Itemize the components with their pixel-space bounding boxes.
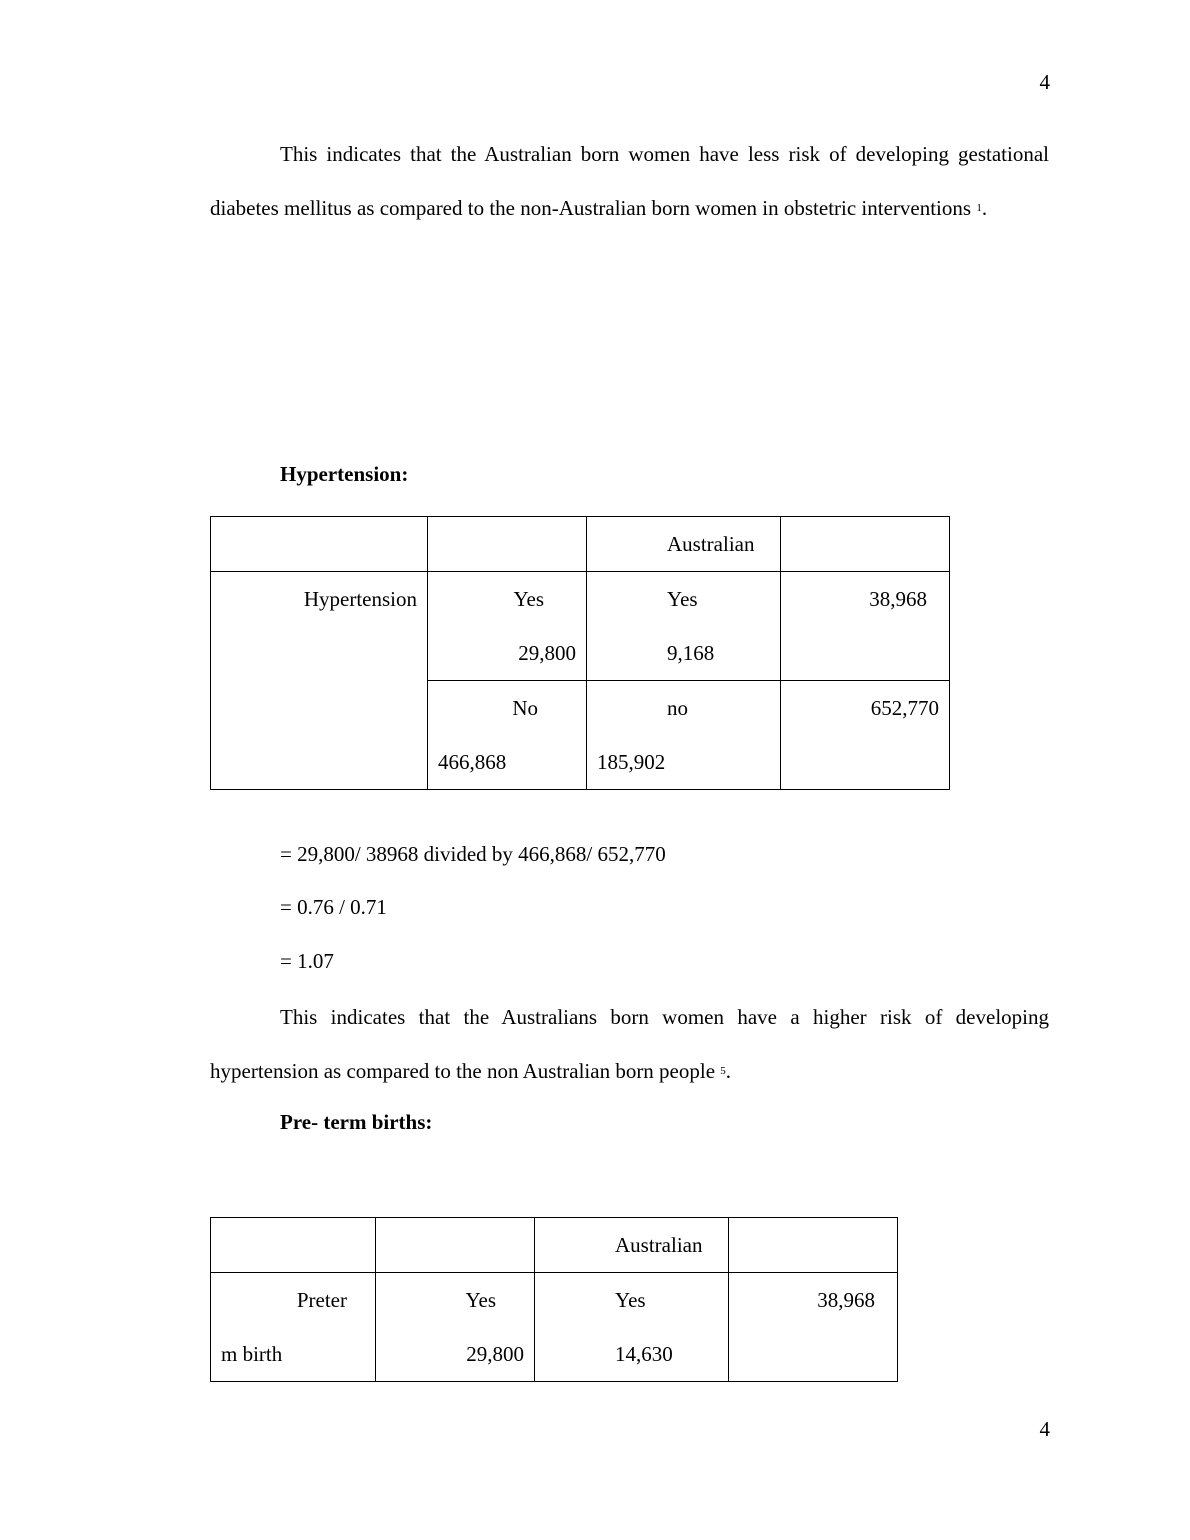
- calc-line-3: = 1.07: [280, 949, 334, 973]
- row-label: Hypertension: [303, 587, 417, 611]
- table-row: No 466,868 no 185,902 652,770: [211, 681, 950, 790]
- conclusion-ref: 5: [720, 1065, 726, 1077]
- hypertension-heading: Hypertension:: [280, 462, 409, 486]
- intro-paragraph: This indicates that the Australian born women have less risk of developing gestational diabetes mellitus as compared to the non-Australian born women in obstetric interventions $^1$.: [210, 142, 1049, 220]
- calc-line-2: = 0.76 / 0.71: [280, 895, 387, 919]
- hypertension-table: [210, 516, 950, 790]
- table-row: Hypertension Yes 29,800 Yes 9,168 38,968: [211, 572, 950, 681]
- table-header-row: [211, 1218, 898, 1273]
- page-number-top: 4: [1039, 70, 1050, 94]
- page-number-bottom: 4: [1039, 1417, 1050, 1441]
- calc-line-1: = 29,800/ 38968 divided by 466,868/ 652,770: [280, 842, 666, 866]
- table-header-row: [211, 517, 950, 572]
- intro-ref: 1: [976, 202, 982, 214]
- header-australian: Australian: [667, 532, 755, 556]
- preterm-table: [210, 1217, 898, 1382]
- intro-text: This indicates that the Australian born women have less risk of developing gestational diabetes mellitus as compared to the non-Australian born women in obstetric interventions: [210, 142, 1049, 220]
- table-row: Preter m birth Yes 29,800 Yes 14,630 38,968: [211, 1273, 898, 1382]
- conclusion-paragraph: This indicates that the Australians born women have a higher risk of developing hypertension as compared to the non Australian born people $^5$.: [210, 1005, 1049, 1083]
- conclusion-text: This indicates that the Australians born women have a higher risk of developing hypertension as compared to the non Australian born people: [210, 1005, 1049, 1083]
- header-australian: Australian: [615, 1233, 703, 1257]
- preterm-heading: Pre- term births:: [280, 1110, 433, 1134]
